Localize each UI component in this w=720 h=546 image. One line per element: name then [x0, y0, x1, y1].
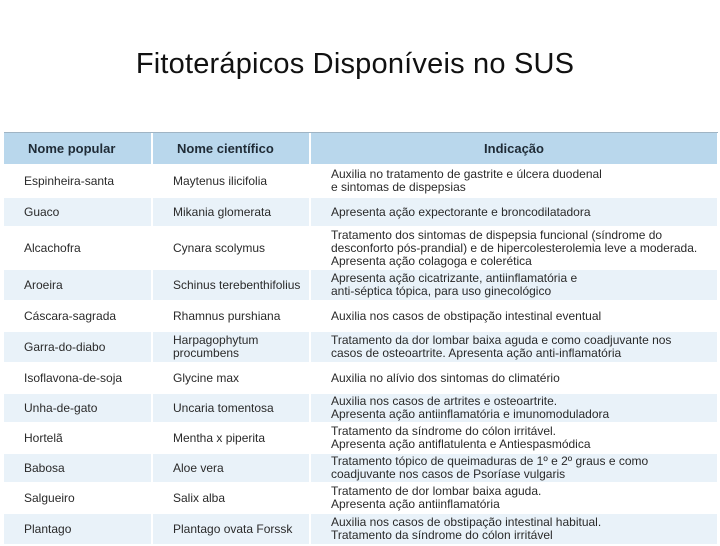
cell-nome-cientifico: Mikania glomerata [152, 197, 310, 227]
indicacao-line: casos de osteoartrite. Apresenta ação anti-inflamatória [331, 346, 622, 360]
indicacao-line: Tratamento da síndrome do cólon irritável [331, 528, 553, 542]
indicacao-line: e sintomas de dispepsias [331, 180, 466, 194]
cell-nome-popular: Alcachofra [4, 227, 152, 269]
table-row [4, 301, 718, 331]
table-row [4, 423, 718, 453]
cell-nome-popular: Cáscara-sagrada [4, 301, 152, 331]
table-row [4, 269, 718, 301]
cell-nome-cientifico: Harpagophytum procumbens [152, 331, 310, 363]
indicacao-line: Apresenta ação expectorante e broncodilatadora [331, 204, 591, 219]
cell-indicacao [310, 363, 718, 393]
page-title: Fitoterápicos Disponíveis no SUS [135, 48, 575, 80]
indicacao-line: coadjuvante nos casos de Psoríase vulgaris [331, 467, 566, 481]
table-row [4, 197, 718, 227]
header-nome-popular: Nome popular [4, 133, 152, 165]
cell-nome-cientifico: Schinus terebenthifolius [152, 269, 310, 301]
cell-indicacao [310, 269, 718, 301]
header-row [4, 133, 718, 165]
indicacao-line: Auxilia nos casos de artrites e osteoartrite. [331, 394, 558, 408]
indicacao-line: desconforto pós-prandial) e de hipercolesterolemia leve a moderada. [331, 240, 698, 255]
indicacao-line: Tratamento dos sintomas de dispepsia funcional (síndrome do [331, 227, 663, 242]
table-row [4, 331, 718, 363]
cell-nome-cientifico: Cynara scolymus [152, 227, 310, 269]
cell-indicacao [310, 197, 718, 227]
cell-nome-popular: Espinheira-santa [4, 165, 152, 197]
cell-indicacao [310, 483, 718, 513]
indicacao-line: Apresenta ação cicatrizante, antiinflamatória e [331, 271, 578, 285]
cell-nome-cientifico: Rhamnus purshiana [152, 301, 310, 331]
cell-nome-cientifico: Glycine max [152, 363, 310, 393]
cell-indicacao [310, 423, 718, 453]
cell-indicacao [310, 453, 718, 483]
indicacao-line: Auxilia no alívio dos sintomas do climatério [331, 370, 560, 385]
cell-nome-popular: Guaco [4, 197, 152, 227]
cell-indicacao [310, 227, 718, 269]
cell-nome-cientifico: Maytenus ilicifolia [152, 165, 310, 197]
cell-indicacao [310, 393, 718, 423]
cell-indicacao [310, 331, 718, 363]
table [4, 133, 719, 546]
cell-nome-popular: Babosa [4, 453, 152, 483]
indicacao-line: Tratamento da síndrome do cólon irritável. [331, 424, 556, 438]
indicacao-line: Tratamento tópico de queimaduras de 1º e 2º graus e como [331, 454, 649, 468]
indicacao-line: Tratamento de dor lombar baixa aguda. [331, 484, 542, 498]
phytotherapy-table [4, 132, 718, 542]
cell-nome-cientifico: Salix alba [152, 483, 310, 513]
table-row [4, 453, 718, 483]
indicacao-line: Auxilia nos casos de obstipação intestinal habitual. [331, 515, 602, 529]
indicacao-line: Apresenta ação colagoga e colerética [331, 253, 532, 268]
cell-nome-popular: Unha-de-gato [4, 393, 152, 423]
cell-nome-popular: Aroeira [4, 269, 152, 301]
header-nome-cientifico: Nome científico [152, 133, 310, 165]
cell-nome-cientifico: Plantago ovata Forssk [152, 513, 310, 545]
header-indicacao: Indicação [310, 133, 718, 165]
cell-nome-cientifico: Uncaria tomentosa [152, 393, 310, 423]
indicacao-line: Apresenta ação antiinflamatória [331, 497, 500, 511]
table-row [4, 165, 718, 197]
cell-nome-cientifico: Aloe vera [152, 453, 310, 483]
table-row [4, 483, 718, 513]
cell-nome-popular: Hortelã [4, 423, 152, 453]
cell-indicacao [310, 301, 718, 331]
indicacao-line: Auxilia no tratamento de gastrite e úlcera duodenal [331, 167, 602, 181]
cell-nome-popular: Isoflavona-de-soja [4, 363, 152, 393]
table-row [4, 393, 718, 423]
indicacao-line: Auxilia nos casos de obstipação intestinal eventual [331, 308, 602, 323]
cell-nome-popular: Garra-do-diabo [4, 331, 152, 363]
indicacao-line: Apresenta ação antiinflamatória e imunomoduladora [331, 407, 610, 421]
cell-indicacao [310, 165, 718, 197]
cell-indicacao [310, 513, 718, 545]
cell-nome-popular: Plantago [4, 513, 152, 545]
cell-nome-popular: Salgueiro [4, 483, 152, 513]
cell-nome-cientifico: Mentha x piperita [152, 423, 310, 453]
table-row [4, 363, 718, 393]
table-row [4, 513, 718, 545]
indicacao-line: Apresenta ação antiflatulenta e Antiespasmódica [331, 437, 591, 451]
indicacao-line: anti-séptica tópica, para uso ginecológico [331, 284, 552, 298]
table-row [4, 227, 718, 269]
indicacao-line: Tratamento da dor lombar baixa aguda e como coadjuvante nos [331, 333, 672, 347]
